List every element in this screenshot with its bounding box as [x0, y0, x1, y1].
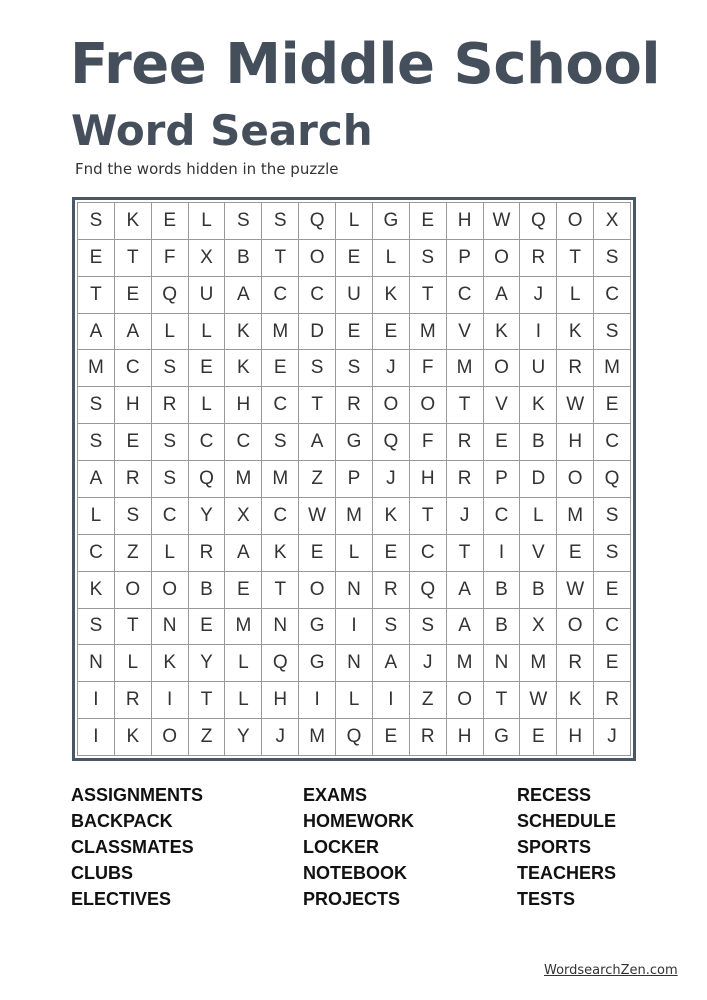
grid-cell: G: [299, 645, 336, 682]
word-item: EXAMS: [303, 785, 368, 805]
puzzle-frame: [72, 197, 636, 761]
grid-cell: X: [189, 240, 226, 277]
grid-cell: P: [336, 461, 373, 498]
grid-cell: H: [410, 461, 447, 498]
grid-cell: Z: [299, 461, 336, 498]
grid-cell: L: [152, 535, 189, 572]
grid-cell: Y: [189, 498, 226, 535]
grid-cell: C: [447, 277, 484, 314]
grid-cell: E: [520, 719, 557, 756]
grid-cell: J: [594, 719, 631, 756]
grid-cell: Q: [336, 719, 373, 756]
grid-cell: K: [373, 498, 410, 535]
grid-cell: M: [594, 350, 631, 387]
grid-cell: M: [299, 719, 336, 756]
grid-cell: M: [78, 350, 115, 387]
word-item: HOMEWORK: [303, 811, 414, 831]
grid-cell: L: [557, 277, 594, 314]
grid-cell: S: [594, 240, 631, 277]
grid-cell: L: [373, 240, 410, 277]
grid-cell: W: [484, 203, 521, 240]
grid-cell: T: [410, 498, 447, 535]
grid-cell: E: [78, 240, 115, 277]
grid-cell: C: [225, 424, 262, 461]
grid-cell: E: [262, 350, 299, 387]
grid-cell: E: [594, 572, 631, 609]
grid-cell: O: [484, 240, 521, 277]
grid-cell: S: [262, 203, 299, 240]
grid-cell: R: [447, 461, 484, 498]
word-item: CLUBS: [71, 863, 133, 883]
grid-cell: S: [262, 424, 299, 461]
grid-cell: J: [373, 350, 410, 387]
grid-cell: E: [373, 719, 410, 756]
word-item: LOCKER: [303, 837, 379, 857]
grid-cell: U: [189, 277, 226, 314]
grid-cell: O: [410, 387, 447, 424]
word-column-3: [517, 782, 616, 912]
grid-cell: R: [115, 682, 152, 719]
grid-cell: O: [115, 572, 152, 609]
grid-cell: M: [262, 314, 299, 351]
grid-cell: I: [373, 682, 410, 719]
word-item: RECESS: [517, 785, 592, 805]
grid-cell: T: [447, 387, 484, 424]
grid-cell: B: [225, 240, 262, 277]
grid-cell: D: [299, 314, 336, 351]
grid-cell: R: [115, 461, 152, 498]
grid-cell: N: [78, 645, 115, 682]
word-item: TEACHERS: [517, 863, 617, 883]
grid-cell: L: [189, 387, 226, 424]
grid-cell: D: [520, 461, 557, 498]
grid-cell: S: [373, 609, 410, 646]
grid-cell: J: [447, 498, 484, 535]
grid-cell: J: [373, 461, 410, 498]
grid-cell: R: [557, 350, 594, 387]
grid-cell: T: [115, 240, 152, 277]
grid-cell: S: [78, 609, 115, 646]
grid-cell: C: [594, 277, 631, 314]
grid-cell: M: [447, 350, 484, 387]
grid-cell: G: [373, 203, 410, 240]
grid-cell: L: [152, 314, 189, 351]
grid-cell: K: [152, 645, 189, 682]
grid-cell: K: [557, 314, 594, 351]
grid-cell: M: [336, 498, 373, 535]
grid-cell: V: [447, 314, 484, 351]
grid-cell: M: [557, 498, 594, 535]
grid-cell: S: [594, 535, 631, 572]
grid-cell: R: [152, 387, 189, 424]
grid-cell: A: [225, 535, 262, 572]
grid-cell: C: [262, 387, 299, 424]
grid-cell: O: [557, 609, 594, 646]
grid-cell: J: [262, 719, 299, 756]
grid-cell: C: [115, 350, 152, 387]
grid-cell: M: [410, 314, 447, 351]
grid-cell: Q: [299, 203, 336, 240]
grid-cell: B: [520, 424, 557, 461]
grid-cell: K: [78, 572, 115, 609]
grid-cell: K: [225, 350, 262, 387]
grid-cell: A: [78, 314, 115, 351]
word-item: BACKPACK: [71, 811, 173, 831]
grid-cell: F: [410, 424, 447, 461]
grid-cell: C: [594, 424, 631, 461]
letter-grid: [77, 202, 631, 756]
word-column-2: [303, 782, 414, 912]
grid-cell: N: [262, 609, 299, 646]
grid-cell: H: [262, 682, 299, 719]
grid-cell: B: [189, 572, 226, 609]
grid-cell: O: [557, 203, 594, 240]
grid-cell: T: [410, 277, 447, 314]
grid-cell: N: [484, 645, 521, 682]
grid-cell: L: [336, 203, 373, 240]
grid-cell: M: [520, 645, 557, 682]
grid-cell: H: [557, 719, 594, 756]
grid-cell: L: [78, 498, 115, 535]
word-item: NOTEBOOK: [303, 863, 408, 883]
grid-cell: L: [520, 498, 557, 535]
grid-cell: V: [520, 535, 557, 572]
word-item: CLASSMATES: [71, 837, 194, 857]
grid-cell: M: [447, 645, 484, 682]
grid-cell: O: [484, 350, 521, 387]
grid-cell: R: [520, 240, 557, 277]
grid-cell: X: [520, 609, 557, 646]
grid-cell: G: [484, 719, 521, 756]
word-item: TESTS: [517, 889, 576, 909]
grid-cell: S: [336, 350, 373, 387]
grid-cell: R: [373, 572, 410, 609]
grid-cell: Q: [410, 572, 447, 609]
grid-cell: S: [115, 498, 152, 535]
grid-cell: T: [262, 240, 299, 277]
grid-cell: T: [447, 535, 484, 572]
word-item: ASSIGNMENTS: [71, 785, 204, 805]
grid-cell: K: [262, 535, 299, 572]
grid-cell: T: [557, 240, 594, 277]
grid-cell: S: [299, 350, 336, 387]
grid-cell: L: [189, 314, 226, 351]
grid-cell: L: [225, 645, 262, 682]
grid-cell: S: [410, 240, 447, 277]
grid-cell: O: [557, 461, 594, 498]
grid-cell: E: [336, 240, 373, 277]
grid-cell: G: [299, 609, 336, 646]
grid-cell: H: [447, 719, 484, 756]
grid-cell: R: [189, 535, 226, 572]
grid-cell: I: [78, 719, 115, 756]
grid-cell: P: [447, 240, 484, 277]
grid-cell: C: [189, 424, 226, 461]
grid-cell: R: [410, 719, 447, 756]
site-link[interactable]: WordsearchZen.com: [544, 963, 678, 978]
grid-cell: Y: [225, 719, 262, 756]
grid-cell: G: [336, 424, 373, 461]
grid-cell: N: [336, 645, 373, 682]
grid-cell: A: [115, 314, 152, 351]
grid-cell: Q: [520, 203, 557, 240]
grid-cell: H: [225, 387, 262, 424]
grid-cell: B: [520, 572, 557, 609]
grid-cell: W: [299, 498, 336, 535]
grid-cell: O: [152, 572, 189, 609]
grid-cell: O: [299, 240, 336, 277]
instructions: Fnd the words hidden in the puzzle: [75, 160, 339, 178]
grid-cell: P: [484, 461, 521, 498]
grid-cell: A: [484, 277, 521, 314]
grid-cell: O: [299, 572, 336, 609]
grid-cell: O: [447, 682, 484, 719]
word-item: PROJECTS: [303, 889, 401, 909]
grid-cell: J: [410, 645, 447, 682]
grid-cell: A: [447, 609, 484, 646]
grid-cell: C: [410, 535, 447, 572]
grid-cell: T: [262, 572, 299, 609]
grid-cell: W: [557, 387, 594, 424]
grid-cell: T: [299, 387, 336, 424]
grid-cell: E: [410, 203, 447, 240]
grid-cell: F: [410, 350, 447, 387]
grid-cell: E: [594, 387, 631, 424]
grid-cell: Q: [152, 277, 189, 314]
grid-cell: T: [189, 682, 226, 719]
grid-cell: Q: [373, 424, 410, 461]
grid-cell: R: [336, 387, 373, 424]
grid-cell: O: [373, 387, 410, 424]
grid-cell: A: [78, 461, 115, 498]
grid-cell: R: [557, 645, 594, 682]
grid-cell: E: [373, 535, 410, 572]
grid-cell: X: [225, 498, 262, 535]
word-item: SCHEDULE: [517, 811, 617, 831]
word-item: SPORTS: [517, 837, 592, 857]
grid-cell: K: [115, 203, 152, 240]
grid-cell: N: [336, 572, 373, 609]
grid-cell: L: [115, 645, 152, 682]
grid-cell: S: [225, 203, 262, 240]
grid-cell: M: [262, 461, 299, 498]
grid-cell: T: [484, 682, 521, 719]
grid-cell: M: [225, 461, 262, 498]
grid-cell: Z: [189, 719, 226, 756]
grid-cell: C: [484, 498, 521, 535]
grid-cell: K: [225, 314, 262, 351]
grid-cell: I: [152, 682, 189, 719]
grid-cell: S: [152, 461, 189, 498]
grid-cell: E: [115, 277, 152, 314]
grid-cell: Q: [189, 461, 226, 498]
grid-cell: I: [336, 609, 373, 646]
grid-cell: K: [373, 277, 410, 314]
grid-cell: K: [557, 682, 594, 719]
grid-cell: H: [447, 203, 484, 240]
grid-cell: S: [410, 609, 447, 646]
grid-cell: J: [520, 277, 557, 314]
grid-cell: L: [189, 203, 226, 240]
grid-cell: H: [115, 387, 152, 424]
grid-cell: T: [78, 277, 115, 314]
grid-cell: U: [336, 277, 373, 314]
grid-cell: E: [152, 203, 189, 240]
grid-cell: Q: [594, 461, 631, 498]
grid-cell: B: [484, 609, 521, 646]
grid-cell: Y: [189, 645, 226, 682]
grid-cell: E: [115, 424, 152, 461]
grid-cell: A: [225, 277, 262, 314]
grid-cell: E: [189, 609, 226, 646]
grid-cell: A: [447, 572, 484, 609]
grid-cell: E: [373, 314, 410, 351]
grid-cell: A: [299, 424, 336, 461]
grid-cell: I: [78, 682, 115, 719]
word-column-1: [71, 782, 203, 912]
grid-cell: T: [115, 609, 152, 646]
grid-cell: C: [594, 609, 631, 646]
grid-cell: L: [225, 682, 262, 719]
grid-cell: Z: [115, 535, 152, 572]
grid-cell: L: [336, 682, 373, 719]
grid-cell: U: [520, 350, 557, 387]
grid-cell: E: [189, 350, 226, 387]
grid-cell: C: [152, 498, 189, 535]
grid-cell: S: [594, 314, 631, 351]
grid-cell: M: [225, 609, 262, 646]
grid-cell: K: [484, 314, 521, 351]
grid-cell: N: [152, 609, 189, 646]
grid-cell: C: [299, 277, 336, 314]
grid-cell: I: [520, 314, 557, 351]
grid-cell: I: [299, 682, 336, 719]
grid-cell: X: [594, 203, 631, 240]
grid-cell: K: [520, 387, 557, 424]
grid-cell: S: [78, 203, 115, 240]
grid-cell: E: [336, 314, 373, 351]
grid-cell: S: [594, 498, 631, 535]
grid-cell: S: [78, 424, 115, 461]
grid-cell: O: [152, 719, 189, 756]
grid-cell: R: [594, 682, 631, 719]
grid-cell: E: [225, 572, 262, 609]
grid-cell: W: [557, 572, 594, 609]
grid-cell: E: [299, 535, 336, 572]
grid-cell: E: [484, 424, 521, 461]
grid-cell: C: [262, 277, 299, 314]
page-title: Free Middle School: [70, 32, 661, 97]
grid-cell: Q: [262, 645, 299, 682]
grid-cell: W: [520, 682, 557, 719]
word-item: ELECTIVES: [71, 889, 172, 909]
grid-cell: S: [152, 424, 189, 461]
grid-cell: H: [557, 424, 594, 461]
grid-cell: V: [484, 387, 521, 424]
grid-cell: E: [557, 535, 594, 572]
grid-cell: K: [115, 719, 152, 756]
grid-cell: I: [484, 535, 521, 572]
grid-cell: B: [484, 572, 521, 609]
page-subtitle-title: Word Search: [71, 106, 373, 155]
grid-cell: C: [262, 498, 299, 535]
grid-cell: L: [336, 535, 373, 572]
grid-cell: Z: [410, 682, 447, 719]
grid-cell: A: [373, 645, 410, 682]
grid-cell: R: [447, 424, 484, 461]
grid-cell: E: [594, 645, 631, 682]
grid-cell: S: [152, 350, 189, 387]
grid-cell: C: [78, 535, 115, 572]
grid-cell: F: [152, 240, 189, 277]
grid-cell: S: [78, 387, 115, 424]
